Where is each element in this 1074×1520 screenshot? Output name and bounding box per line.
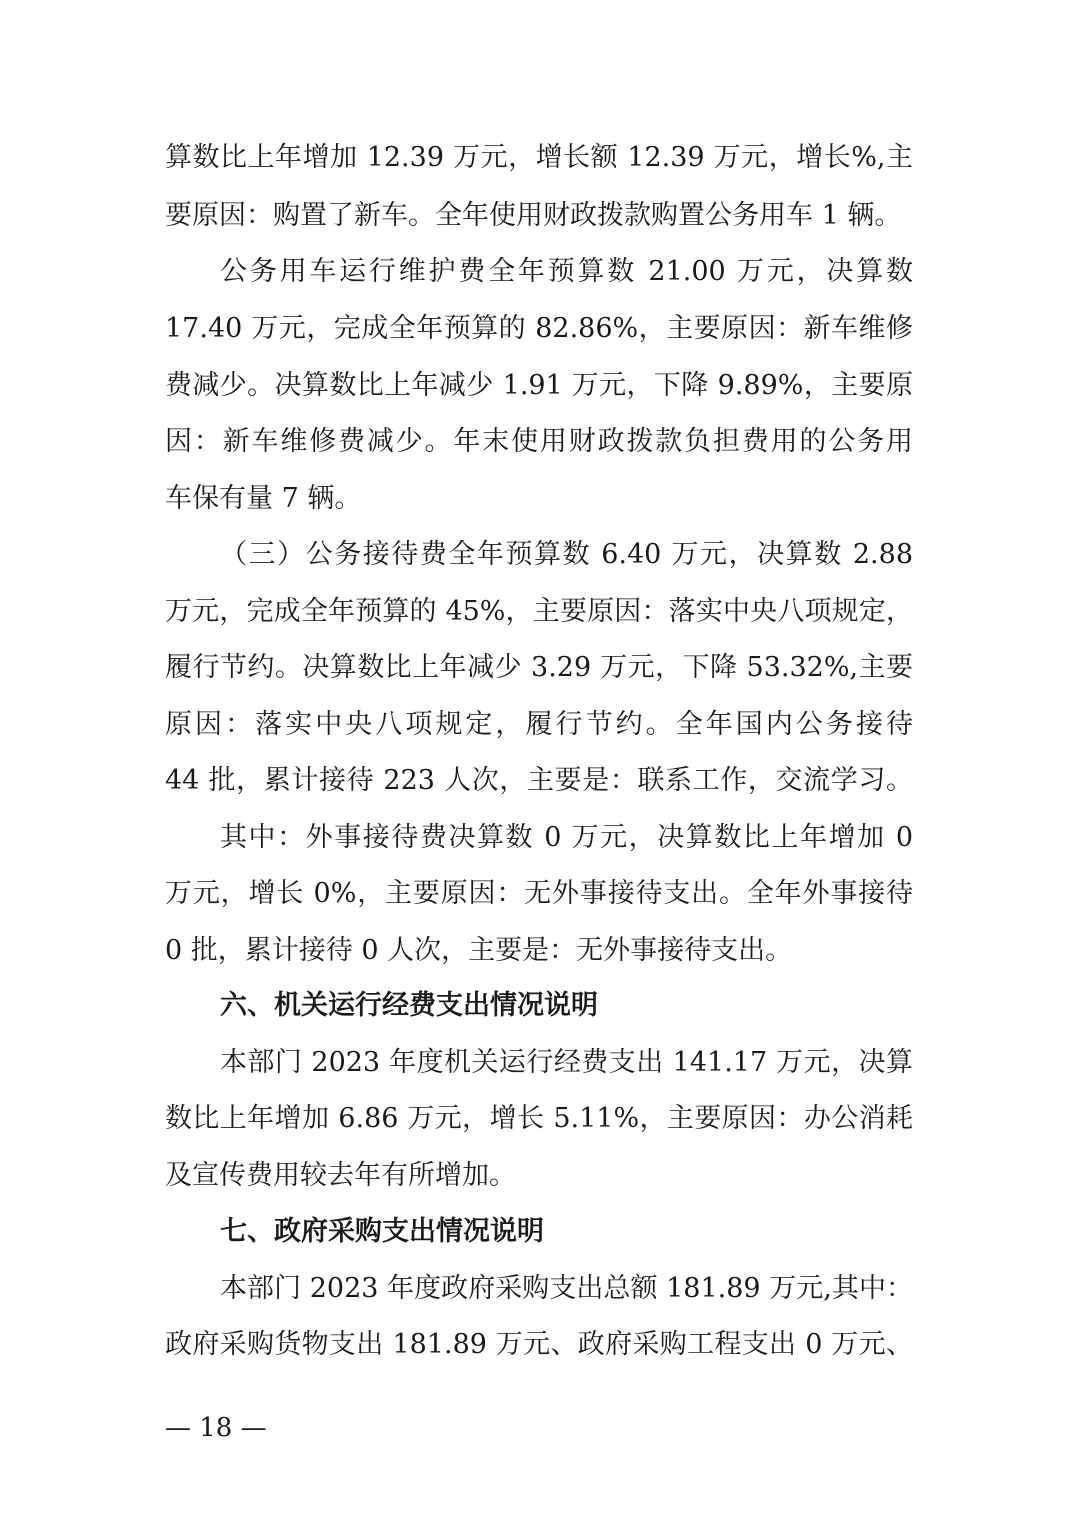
paragraph-line: 本部门 2023 年度机关运行经费支出 141.17 万元，决算 — [220, 1047, 913, 1078]
paragraph-line: （三）公务接待费全年预算数 6.40 万元，决算数 2.88 — [220, 539, 913, 570]
paragraph-line: 其中：外事接待费决算数 0 万元，决算数比上年增加 0 — [220, 822, 913, 853]
paragraph-line: 原因：落实中央八项规定，履行节约。全年国内公务接待 — [165, 709, 913, 740]
paragraph-line: 车保有量 7 辆。 — [165, 483, 362, 514]
paragraph-line: 0 批，累计接待 0 人次，主要是：无外事接待支出。 — [165, 935, 793, 966]
paragraph-line: 数比上年增加 6.86 万元，增长 5.11%，主要原因：办公消耗 — [165, 1103, 913, 1134]
paragraph-line: 万元，增长 0%，主要原因：无外事接待支出。全年外事接待 — [165, 878, 913, 909]
paragraph-line: 公务用车运行维护费全年预算数 21.00 万元，决算数 — [220, 256, 913, 287]
paragraph-line: 政府采购货物支出 181.89 万元、政府采购工程支出 0 万元、 — [165, 1329, 913, 1360]
paragraph-line: 要原因：购置了新车。全年使用财政拨款购置公务用车 1 辆。 — [165, 200, 902, 231]
section-heading: 七、政府采购支出情况说明 — [220, 1216, 544, 1247]
paragraph-line: 因：新车维修费减少。年末使用财政拨款负担费用的公务用 — [165, 426, 913, 457]
paragraph-line: 履行节约。决算数比上年减少 3.29 万元，下降 53.32%,主要 — [165, 652, 913, 683]
paragraph-line: 及宣传费用较去年有所增加。 — [165, 1160, 516, 1191]
paragraph-line: 17.40 万元，完成全年预算的 82.86%，主要原因：新车维修 — [165, 313, 913, 344]
paragraph-line: 本部门 2023 年度政府采购支出总额 181.89 万元,其中： — [220, 1273, 913, 1304]
page-number: — 18 — — [165, 1413, 267, 1443]
section-heading: 六、机关运行经费支出情况说明 — [220, 990, 598, 1021]
paragraph-line: 算数比上年增加 12.39 万元，增长额 12.39 万元，增长%,主 — [165, 142, 913, 173]
paragraph-line: 44 批，累计接待 223 人次，主要是：联系工作，交流学习。 — [165, 765, 913, 796]
paragraph-line: 万元，完成全年预算的 45%，主要原因：落实中央八项规定， — [165, 596, 913, 627]
paragraph-line: 费减少。决算数比上年减少 1.91 万元，下降 9.89%，主要原 — [165, 370, 913, 401]
